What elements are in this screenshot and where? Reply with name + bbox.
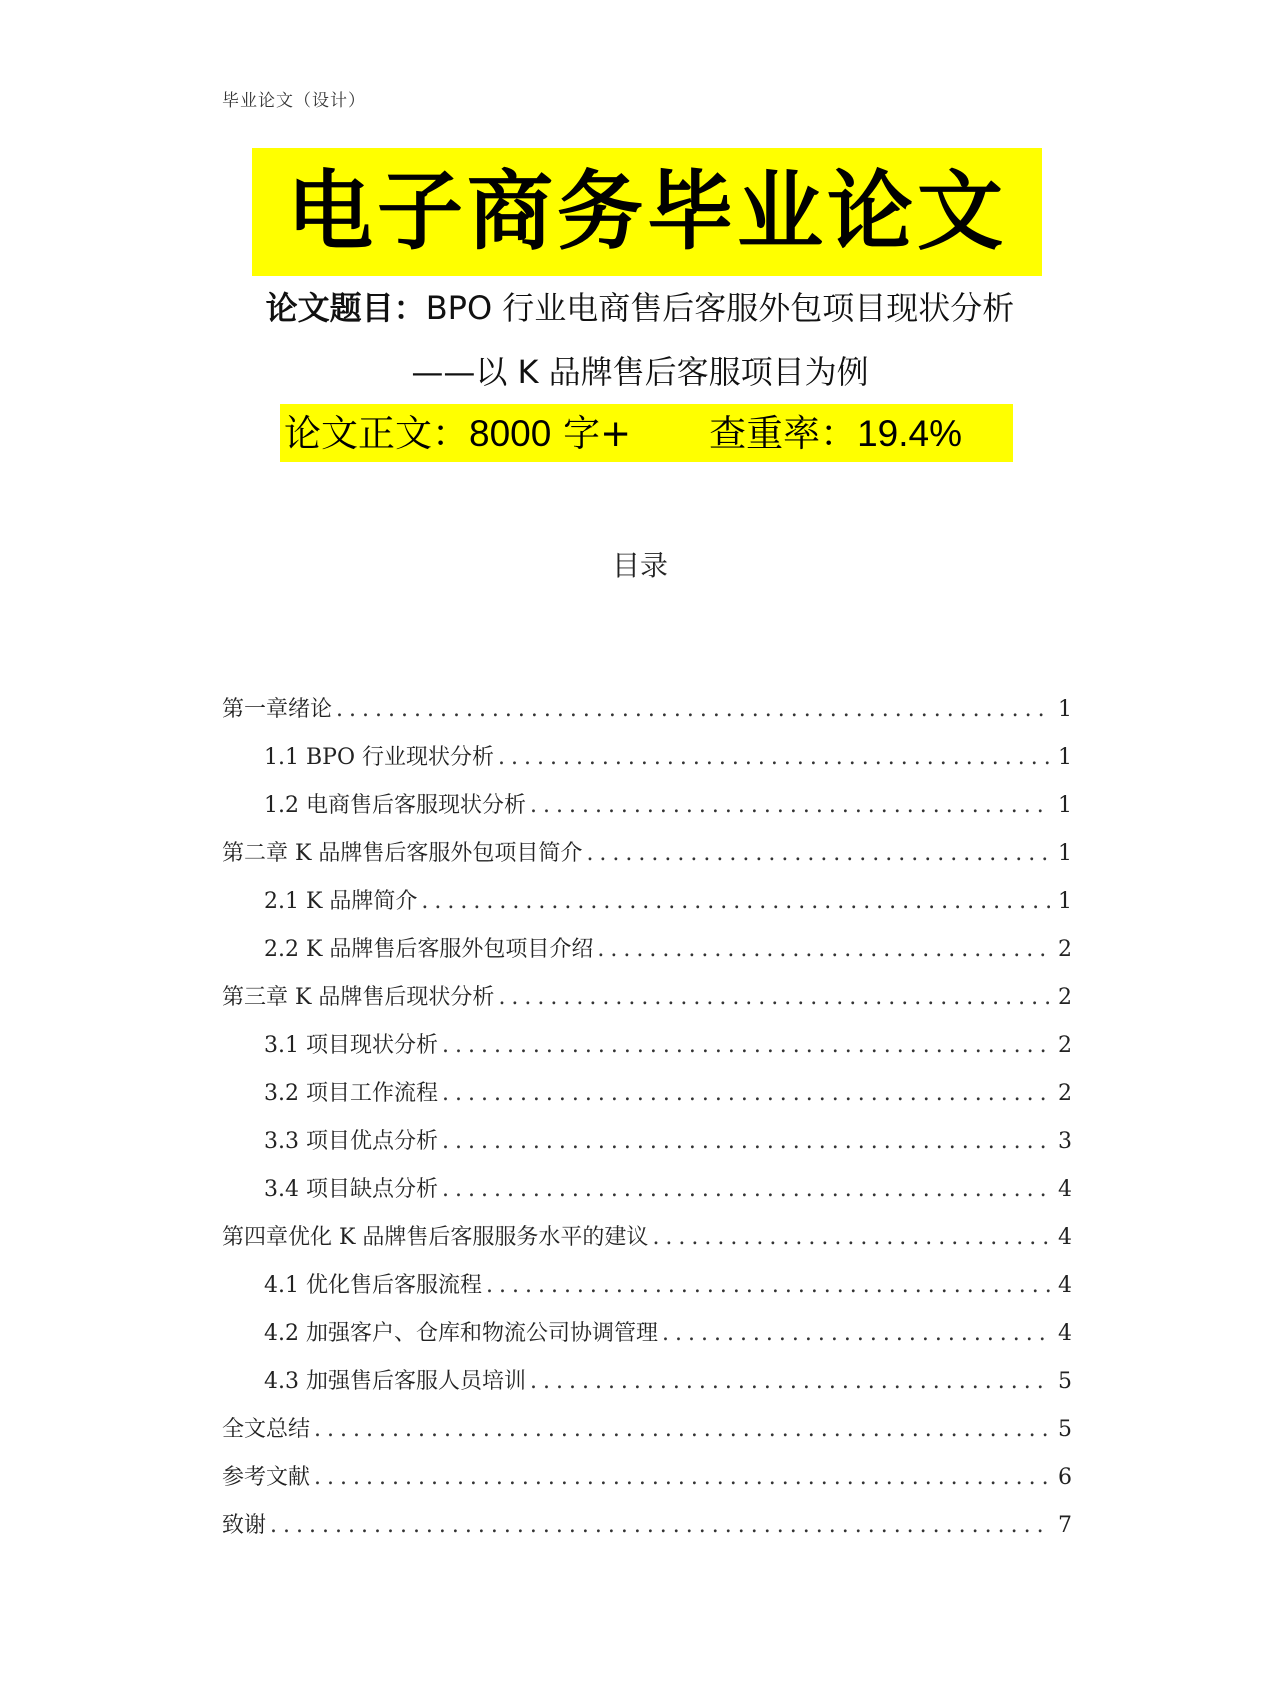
toc-page-number: 1 [1058,697,1072,722]
toc-page-number: 1 [1058,745,1072,770]
word-count-stat [284,411,632,455]
banner-title: 电子商务毕业论文 [287,162,1007,262]
thesis-title-label: 论文题目： [265,289,426,327]
toc-entry[interactable] [222,1460,1072,1508]
plagiarism-rate-label: 查重率： [709,411,858,455]
toc-entry-text: 1.1 BPO 行业现状分析 [264,745,494,770]
toc-entry-text: 4.3 加强售后客服人员培训 [264,1369,526,1394]
stats-highlight [280,404,1013,462]
table-of-contents [222,692,1072,1556]
toc-entry-text: 4.1 优化售后客服流程 [264,1273,482,1298]
toc-leader-dots [314,1465,1050,1490]
title-banner [252,148,1042,276]
toc-entry[interactable] [222,884,1072,932]
toc-entry-text: 2.2 K 品牌售后客服外包项目介绍 [264,937,594,962]
toc-entry-text: 3.2 项目工作流程 [264,1081,438,1106]
toc-entry-text: 1.2 电商售后客服现状分析 [264,793,526,818]
toc-page-number: 3 [1058,1129,1072,1154]
thesis-title [0,284,1280,332]
toc-page-number: 5 [1058,1417,1072,1442]
toc-leader-dots [597,937,1050,962]
toc-page-number: 4 [1058,1225,1072,1250]
toc-leader-dots [530,793,1050,818]
toc-leader-dots [586,841,1050,866]
toc-entry-text: 第三章 K 品牌售后现状分析 [222,985,495,1010]
toc-leader-dots [421,889,1050,914]
toc-entry-text: 参考文献 [222,1465,311,1490]
thesis-title-text: BPO 行业电商售后客服外包项目现状分析 [425,289,1015,327]
toc-entry-text: 第一章绪论 [222,697,333,722]
toc-entry[interactable] [222,740,1072,788]
toc-entry[interactable] [222,1364,1072,1412]
toc-leader-dots [486,1273,1050,1298]
toc-entry[interactable] [222,1124,1072,1172]
toc-leader-dots [442,1129,1050,1154]
toc-entry-text: 全文总结 [222,1417,311,1442]
word-count-value: 8000 [469,412,552,454]
toc-entry[interactable] [222,1268,1072,1316]
toc-entry[interactable] [222,1316,1072,1364]
toc-entry-text: 第二章 K 品牌售后客服外包项目简介 [222,841,583,866]
toc-entry[interactable] [222,1076,1072,1124]
plagiarism-rate-value: 19.4% [857,412,962,454]
toc-entry[interactable] [222,788,1072,836]
toc-page-number: 2 [1058,937,1072,962]
toc-entry-text: 3.3 项目优点分析 [264,1129,438,1154]
toc-leader-dots [442,1033,1050,1058]
toc-page-number: 4 [1058,1321,1072,1346]
toc-page-number: 1 [1058,889,1072,914]
word-count-label: 论文正文： [284,411,469,455]
toc-entry[interactable] [222,1220,1072,1268]
toc-page-number: 2 [1058,1033,1072,1058]
toc-entry[interactable] [222,1172,1072,1220]
toc-entry-text: 3.1 项目现状分析 [264,1033,438,1058]
toc-leader-dots [662,1321,1050,1346]
toc-leader-dots [442,1081,1050,1106]
toc-leader-dots [442,1177,1050,1202]
toc-page-number: 1 [1058,841,1072,866]
toc-entry[interactable] [222,692,1072,740]
toc-leader-dots [270,1513,1050,1538]
toc-page-number: 2 [1058,985,1072,1010]
toc-leader-dots [498,985,1050,1010]
running-header: 毕业论文（设计） [222,91,366,111]
toc-entry[interactable] [222,980,1072,1028]
thesis-subtitle: ——以 K 品牌售后客服项目为例 [411,353,869,391]
toc-leader-dots [314,1417,1050,1442]
toc-page-number: 4 [1058,1273,1072,1298]
toc-entry-text: 3.4 项目缺点分析 [264,1177,438,1202]
toc-page-number: 7 [1058,1513,1072,1538]
toc-page-number: 1 [1058,793,1072,818]
toc-leader-dots [498,745,1050,770]
toc-entry[interactable] [222,1508,1072,1556]
toc-entry[interactable] [222,932,1072,980]
toc-page-number: 4 [1058,1177,1072,1202]
toc-entry-text: 第四章优化 K 品牌售后客服服务水平的建议 [222,1225,649,1250]
plagiarism-rate-stat [709,411,962,455]
toc-entry[interactable] [222,1412,1072,1460]
toc-entry[interactable] [222,836,1072,884]
toc-leader-dots [530,1369,1050,1394]
toc-page-number: 6 [1058,1465,1072,1490]
toc-entry[interactable] [222,1028,1072,1076]
toc-leader-dots [336,697,1050,722]
toc-entry-text: 致谢 [222,1513,267,1538]
toc-entry-text: 4.2 加强客户、仓库和物流公司协调管理 [264,1321,658,1346]
toc-page-number: 2 [1058,1081,1072,1106]
toc-heading: 目录 [611,549,668,582]
toc-leader-dots [652,1225,1050,1250]
toc-page-number: 5 [1058,1369,1072,1394]
toc-entry-text: 2.1 K 品牌简介 [264,889,418,914]
word-count-unit: 字+ [551,411,632,455]
